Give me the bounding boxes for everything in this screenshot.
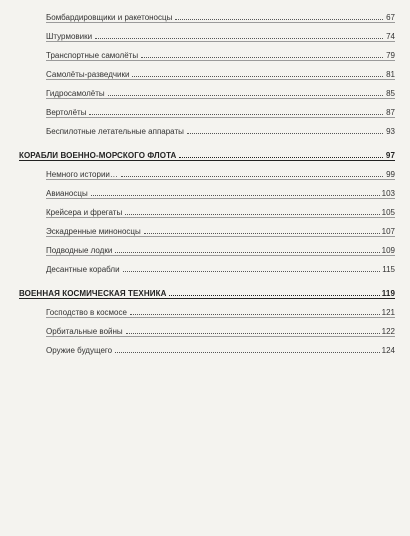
- entry-divider: [46, 98, 395, 99]
- toc-section-heading: [0, 146, 410, 160]
- toc-entry-title: Орбитальные войны: [46, 327, 123, 336]
- entry-divider: [46, 198, 395, 199]
- leader-dots: [115, 252, 379, 253]
- leader-dots: [169, 295, 379, 296]
- toc-entry: [0, 322, 410, 336]
- toc-entry-page: 81: [386, 70, 395, 79]
- leader-dots: [123, 271, 381, 272]
- toc-entry-title: Подводные лодки: [46, 246, 113, 255]
- toc-entry-title: Транспортные самолёты: [46, 51, 139, 60]
- toc-entry-page: 87: [386, 108, 395, 117]
- leader-dots: [91, 195, 380, 196]
- toc-entry-title: Вертолёты: [46, 108, 87, 117]
- toc-entry: [0, 103, 410, 117]
- toc-section-heading: [0, 284, 410, 298]
- leader-dots: [115, 352, 380, 353]
- toc-entry: [0, 65, 410, 79]
- toc-entry-title: Штурмовики: [46, 32, 93, 41]
- leader-dots: [141, 57, 383, 58]
- entry-divider: [46, 217, 395, 218]
- toc-entry-page: 103: [381, 189, 395, 198]
- leader-dots: [125, 214, 379, 215]
- toc-entry-title: Крейсера и фрегаты: [46, 208, 123, 217]
- leader-dots: [130, 314, 380, 315]
- toc-entry-page: 74: [386, 32, 395, 41]
- toc-entry-title: Авианосцы: [46, 189, 88, 198]
- leader-dots: [121, 176, 383, 177]
- entry-divider: [46, 255, 395, 256]
- toc-entry-page: 79: [386, 51, 395, 60]
- entry-divider: [46, 41, 395, 42]
- leader-dots: [179, 157, 383, 158]
- toc-entry-title: Оружие будущего: [46, 346, 113, 355]
- leader-dots: [144, 233, 380, 234]
- section-divider: [19, 160, 395, 161]
- entry-divider: [46, 236, 395, 237]
- entry-divider: [46, 317, 395, 318]
- entry-divider: [46, 60, 395, 61]
- toc-entry-title: Самолёты-разведчики: [46, 70, 130, 79]
- leader-dots: [108, 95, 383, 96]
- leader-dots: [95, 38, 383, 39]
- toc-entry-page: 99: [386, 170, 395, 179]
- toc-entry: [0, 46, 410, 60]
- toc-entry-title: Десантные корабли: [46, 265, 120, 274]
- toc-entry-title: Господство в космосе: [46, 308, 127, 317]
- toc-entry-page: 107: [381, 227, 395, 236]
- entry-divider: [46, 117, 395, 118]
- entry-divider: [46, 336, 395, 337]
- entry-divider: [46, 179, 395, 180]
- leader-dots: [89, 114, 383, 115]
- toc-entry-page: 121: [381, 308, 395, 317]
- toc-entry-page: 105: [381, 208, 395, 217]
- section-page: 119: [381, 289, 395, 298]
- leader-dots: [175, 19, 383, 20]
- toc-entry-title: Эскадренные миноносцы: [46, 227, 141, 236]
- toc-entry: [0, 260, 410, 274]
- leader-dots: [187, 133, 383, 134]
- toc-entry: [0, 8, 410, 22]
- toc-entry-title: Гидросамолёты: [46, 89, 105, 98]
- entry-divider: [46, 79, 395, 80]
- toc-entry-page: 85: [386, 89, 395, 98]
- toc-entry: [0, 184, 410, 198]
- section-title: КОРАБЛИ ВОЕННО-МОРСКОГО ФЛОТА: [19, 151, 177, 160]
- toc-entry-page: 93: [386, 127, 395, 136]
- toc-entry: [0, 203, 410, 217]
- toc-entry: [0, 241, 410, 255]
- toc-entry-page: 124: [381, 346, 395, 355]
- toc-entry: [0, 341, 410, 355]
- toc-entry-title: Немного истории…: [46, 170, 118, 179]
- toc-entry-title: Беспилотные летательные аппараты: [46, 127, 184, 136]
- toc-entry: [0, 222, 410, 236]
- toc-entry: [0, 84, 410, 98]
- toc-entry: [0, 165, 410, 179]
- toc-entry-page: 109: [381, 246, 395, 255]
- toc-entry-title: Бомбардировщики и ракетоносцы: [46, 13, 173, 22]
- section-title: ВОЕННАЯ КОСМИЧЕСКАЯ ТЕХНИКА: [19, 289, 167, 298]
- section-divider: [19, 298, 395, 299]
- toc-entry-page: 122: [381, 327, 395, 336]
- toc-entry: [0, 27, 410, 41]
- section-page: 97: [385, 151, 395, 160]
- toc-entry-page: 115: [382, 265, 395, 274]
- leader-dots: [126, 333, 380, 334]
- toc-entry: [0, 303, 410, 317]
- toc-entry-page: 67: [386, 13, 395, 22]
- toc-entry: [0, 122, 410, 136]
- entry-divider: [46, 22, 395, 23]
- leader-dots: [132, 76, 383, 77]
